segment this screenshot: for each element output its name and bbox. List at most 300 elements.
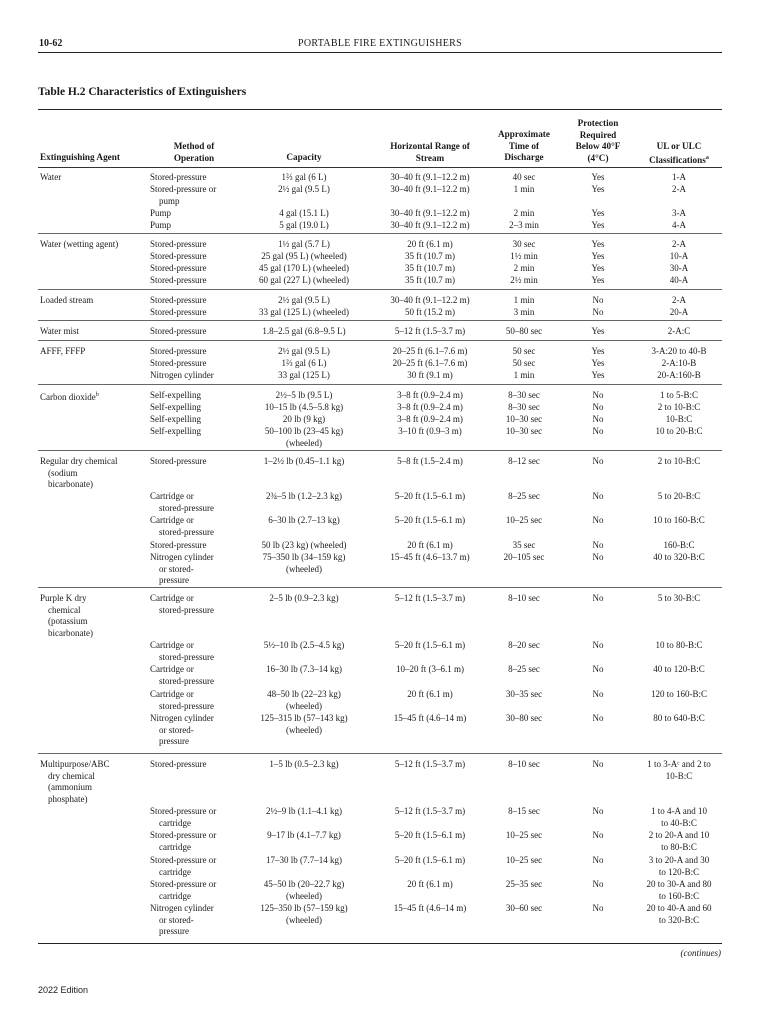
column-header-capacity: Capacity [286, 152, 322, 162]
range-cell-line: 3–8 ft (0.9–2.4 m) [397, 402, 463, 412]
classification-cell-line: 160-B:C [663, 540, 695, 550]
method-cell-line: or stored- [159, 914, 194, 925]
range-cell-line: 3–8 ft (0.9–2.4 m) [397, 414, 463, 424]
capacity-cell-line: 25 gal (95 L) (wheeled) [261, 251, 347, 261]
discharge-time-cell [494, 390, 554, 402]
column-header-time-line: Time of [508, 140, 540, 151]
range-cell [368, 806, 492, 818]
range-cell-line: 5–20 ft (1.5–6.1 m) [394, 640, 466, 650]
method-cell-line: stored-pressure [159, 651, 214, 662]
capacity-cell-line: 1⅔ gal (6 L) [281, 172, 327, 182]
capacity-cell [242, 208, 366, 220]
classification-cell-line: 5 to 30-B:C [657, 593, 701, 603]
method-cell-line: Stored-pressure [150, 346, 207, 356]
range-cell-line: 5–12 ft (1.5–3.7 m) [394, 806, 466, 816]
classification-cell [636, 295, 722, 307]
range-cell [368, 172, 492, 184]
discharge-time-cell [494, 295, 554, 307]
protection-cell-line: No [592, 414, 604, 424]
method-cell-line: stored-pressure [159, 700, 214, 711]
classification-cell [636, 806, 722, 829]
capacity-cell-line: 4 gal (15.1 L) [279, 208, 329, 218]
range-cell [368, 426, 492, 438]
classification-cell-line: 2 to 10-B:C [657, 402, 701, 412]
method-cell-line: Self-expelling [150, 390, 201, 400]
discharge-time-cell-line: 8–10 sec [508, 593, 540, 603]
method-cell [150, 640, 244, 663]
capacity-cell-line: (wheeled) [286, 890, 322, 901]
agent-name [40, 346, 144, 358]
capacity-cell-line: 48–50 lb (22–23 kg) [267, 689, 341, 699]
discharge-time-cell-line: 50 sec [512, 358, 536, 368]
range-cell-line: 5–12 ft (1.5–3.7 m) [394, 326, 466, 336]
discharge-time-cell [494, 251, 554, 263]
column-header-protection-line: Protection [577, 118, 619, 128]
classification-cell [636, 830, 722, 853]
capacity-cell [242, 879, 366, 902]
capacity-cell [242, 540, 366, 552]
agent-group [38, 233, 722, 285]
classification-cell-line: 10 to 160-B:C [653, 515, 705, 525]
agent-name [40, 172, 144, 184]
classification-cell-line: 10 to 20-B:C [655, 426, 703, 436]
range-cell-line: 5–12 ft (1.5–3.7 m) [394, 759, 466, 769]
protection-cell [562, 307, 634, 319]
agent-name-line: Water mist [40, 326, 80, 336]
range-cell [368, 346, 492, 358]
method-cell-line: Self-expelling [150, 414, 201, 424]
discharge-time-cell [494, 346, 554, 358]
capacity-cell [242, 426, 366, 449]
discharge-time-cell-line: 35 sec [512, 540, 536, 550]
capacity-cell [242, 515, 366, 527]
capacity-cell-line: 1.8–2.5 gal (6.8–9.5 L) [262, 326, 346, 336]
agent-name-line: Regular dry chemical [40, 456, 118, 466]
range-cell-line: 20 ft (6.1 m) [407, 239, 453, 249]
capacity-cell-line: 5 gal (19.0 L) [279, 220, 329, 230]
method-cell-line: Stored-pressure [150, 358, 207, 368]
column-header-classification-text: Classifications [649, 154, 706, 165]
protection-cell-line: No [592, 664, 604, 674]
range-cell-line: 50 ft (15.2 m) [405, 307, 455, 317]
classification-cell [636, 251, 722, 263]
protection-cell-line: Yes [591, 275, 605, 285]
agent-name-line: Water (wetting agent) [40, 239, 119, 249]
protection-cell-line: No [592, 759, 604, 769]
capacity-cell-line: 17–30 lb (7.7–14 kg) [266, 855, 342, 865]
classification-cell-line: 40 to 120-B:C [653, 664, 705, 674]
method-cell-line: Cartridge or [150, 593, 194, 603]
discharge-time-cell [494, 593, 554, 605]
discharge-time-cell-line: 8–12 sec [508, 456, 540, 466]
protection-cell-line: Yes [591, 370, 605, 380]
agent-name-line: (sodium [48, 467, 78, 478]
discharge-time-cell-line: 3 min [513, 307, 535, 317]
method-cell-line: Stored-pressure or [150, 184, 217, 194]
method-cell-line: Stored-pressure or [150, 830, 217, 840]
classification-cell [636, 515, 722, 527]
classification-cell-line: 5 to 20-B:C [657, 491, 701, 501]
column-header-agent: Extinguishing Agent [40, 152, 120, 162]
capacity-cell [242, 263, 366, 275]
discharge-time-cell [494, 326, 554, 338]
protection-cell [562, 855, 634, 867]
range-cell-line: 5–20 ft (1.5–6.1 m) [394, 855, 466, 865]
method-cell [150, 184, 244, 207]
agent-name [40, 759, 144, 805]
classification-cell [636, 263, 722, 275]
protection-cell-line: Yes [591, 346, 605, 356]
capacity-cell-line: 45 gal (170 L) (wheeled) [259, 263, 349, 273]
protection-cell [562, 263, 634, 275]
method-cell-line: Cartridge or [150, 515, 194, 525]
method-cell [150, 855, 244, 878]
method-cell [150, 426, 244, 438]
capacity-cell [242, 326, 366, 338]
protection-cell [562, 346, 634, 358]
method-cell [150, 491, 244, 514]
classification-cell [636, 879, 722, 902]
protection-cell-line: Yes [591, 184, 605, 194]
classification-cell-line: 1 to 4-A and 10 [651, 806, 707, 816]
method-cell-line: cartridge [159, 890, 191, 901]
range-cell [368, 552, 492, 564]
protection-cell-line: Yes [591, 326, 605, 336]
protection-cell-line: No [592, 879, 604, 889]
discharge-time-cell-line: 8–10 sec [508, 759, 540, 769]
range-cell [368, 208, 492, 220]
discharge-time-cell-line: 8–25 sec [508, 491, 540, 501]
capacity-cell [242, 390, 366, 402]
classification-cell-line: 80 to 640-B:C [653, 713, 705, 723]
protection-cell [562, 879, 634, 891]
protection-cell [562, 426, 634, 438]
protection-cell [562, 220, 634, 232]
discharge-time-cell-line: 8–20 sec [508, 640, 540, 650]
method-cell-line: stored-pressure [159, 675, 214, 686]
capacity-cell-line: 6–30 lb (2.7–13 kg) [268, 515, 340, 525]
discharge-time-cell-line: 2½ min [510, 275, 538, 285]
method-cell [150, 552, 244, 587]
method-cell-line: Stored-pressure [150, 239, 207, 249]
method-cell [150, 358, 244, 370]
discharge-time-cell [494, 879, 554, 891]
method-cell [150, 295, 244, 307]
range-cell-line: 30–40 ft (9.1–12.2 m) [390, 220, 470, 230]
method-cell [150, 275, 244, 287]
method-cell-line: Stored-pressure [150, 326, 207, 336]
range-cell-line: 30–40 ft (9.1–12.2 m) [390, 172, 470, 182]
capacity-cell-line: (wheeled) [286, 437, 322, 448]
capacity-cell [242, 251, 366, 263]
method-cell-line: Stored-pressure [150, 456, 207, 466]
protection-cell [562, 275, 634, 287]
classification-cell [636, 414, 722, 426]
classification-cell-line: 20 to 30-A and 80 [646, 879, 712, 889]
protection-cell-line: Yes [591, 239, 605, 249]
protection-cell-line: No [592, 456, 604, 466]
page-number: 10-62 [39, 38, 63, 49]
capacity-cell-line: 5½–10 lb (2.5–4.5 kg) [263, 640, 345, 650]
protection-cell-line: Yes [591, 251, 605, 261]
discharge-time-cell [494, 358, 554, 370]
method-cell-line: or stored- [159, 563, 194, 574]
protection-cell [562, 640, 634, 652]
capacity-cell-line: 60 gal (227 L) (wheeled) [259, 275, 349, 285]
protection-cell-line: Yes [591, 263, 605, 273]
column-header-protection-line: Below 40°F [575, 141, 621, 151]
discharge-time-cell [494, 713, 554, 725]
protection-cell-line: No [592, 593, 604, 603]
classification-cell-line: 30-A [669, 263, 689, 273]
discharge-time-cell-line: 8–25 sec [508, 664, 540, 674]
classification-cell-line: 2-A [672, 239, 686, 249]
capacity-cell-line: 125–350 lb (57–159 kg) [260, 903, 348, 913]
classification-cell [636, 402, 722, 414]
discharge-time-cell-line: 50 sec [512, 346, 536, 356]
protection-cell-line: No [592, 402, 604, 412]
agent-name-line: Purple K dry [40, 593, 87, 603]
method-cell-line: Cartridge or [150, 491, 194, 501]
classification-cell-line: 40-A [669, 275, 689, 285]
classification-cell [636, 491, 722, 503]
capacity-cell-line: 2½ gal (9.5 L) [278, 184, 330, 194]
capacity-cell-line: 2–5 lb (0.9–2.3 kg) [269, 593, 339, 603]
discharge-time-cell-line: 1 min [513, 295, 535, 305]
range-cell-line: 35 ft (10.7 m) [405, 275, 455, 285]
discharge-time-cell [494, 640, 554, 652]
classification-cell-line: to 320-B:C [658, 914, 700, 925]
discharge-time-cell-line: 1 min [513, 184, 535, 194]
table-title: Table H.2 Characteristics of Extinguishers [38, 86, 247, 98]
capacity-cell [242, 358, 366, 370]
classification-cell [636, 307, 722, 319]
method-cell [150, 879, 244, 902]
range-cell-line: 20–25 ft (6.1–7.6 m) [392, 346, 468, 356]
classification-cell-line: 20-A:160-B [657, 370, 701, 380]
classification-cell-line: 1 to 3-Aᶜ and 2 to [647, 759, 711, 769]
capacity-cell-line: (wheeled) [286, 700, 322, 711]
range-cell [368, 759, 492, 771]
classification-cell-line: to 120-B:C [658, 866, 700, 877]
method-cell-line: cartridge [159, 841, 191, 852]
capacity-cell [242, 689, 366, 712]
method-cell-line: Nitrogen cylinder [150, 552, 214, 562]
range-cell-line: 35 ft (10.7 m) [405, 263, 455, 273]
classification-cell-line: 1-A [672, 172, 686, 182]
protection-cell-line: Yes [591, 358, 605, 368]
capacity-cell [242, 184, 366, 196]
discharge-time-cell [494, 370, 554, 382]
method-cell [150, 172, 244, 184]
capacity-cell [242, 855, 366, 867]
method-cell [150, 239, 244, 251]
capacity-cell [242, 275, 366, 287]
discharge-time-cell [494, 307, 554, 319]
capacity-cell [242, 402, 366, 414]
method-cell [150, 390, 244, 402]
method-cell [150, 903, 244, 938]
classification-cell-line: 3 to 20-A and 30 [648, 855, 710, 865]
method-cell-line: Stored-pressure [150, 275, 207, 285]
range-cell [368, 855, 492, 867]
method-cell-line: Cartridge or [150, 664, 194, 674]
discharge-time-cell [494, 759, 554, 771]
protection-cell [562, 184, 634, 196]
protection-cell-line: Yes [591, 172, 605, 182]
range-cell [368, 491, 492, 503]
classification-cell [636, 358, 722, 370]
capacity-cell-line: 2½ gal (9.5 L) [278, 346, 330, 356]
capacity-cell [242, 239, 366, 251]
range-cell-line: 30–40 ft (9.1–12.2 m) [390, 295, 470, 305]
protection-cell-line: No [592, 713, 604, 723]
classification-cell-line: 10 to 80-B:C [655, 640, 703, 650]
capacity-cell [242, 456, 366, 468]
capacity-cell [242, 307, 366, 319]
discharge-time-cell [494, 830, 554, 842]
classification-cell [636, 903, 722, 926]
capacity-cell-line: 16–30 lb (7.3–14 kg) [266, 664, 342, 674]
agent-name-line: dry chemical [48, 770, 95, 781]
agent-group [38, 587, 722, 746]
agent-name-line: phosphate) [48, 793, 88, 804]
method-cell-line: Stored-pressure or [150, 806, 217, 816]
range-cell [368, 593, 492, 605]
method-cell-line: Cartridge or [150, 689, 194, 699]
capacity-cell [242, 172, 366, 184]
agent-name [40, 295, 144, 307]
agent-name-line: (ammonium [48, 782, 92, 792]
range-cell-line: 15–45 ft (4.6–13.7 m) [390, 552, 470, 562]
range-cell-line: 10–20 ft (3–6.1 m) [396, 664, 464, 674]
protection-cell [562, 552, 634, 564]
classification-cell-line: to 160-B:C [658, 890, 700, 901]
range-cell [368, 689, 492, 701]
agent-name-line: Water [40, 172, 62, 182]
range-cell [368, 903, 492, 915]
protection-cell [562, 689, 634, 701]
protection-cell [562, 326, 634, 338]
method-cell-line: Self-expelling [150, 402, 201, 412]
classification-cell-line: 2-A [672, 295, 686, 305]
method-cell [150, 713, 244, 748]
discharge-time-cell [494, 540, 554, 552]
capacity-cell-line: 50 lb (23 kg) (wheeled) [261, 540, 347, 550]
method-cell [150, 515, 244, 538]
discharge-time-cell-line: 8–15 sec [508, 806, 540, 816]
column-header-protection-line: Required [579, 129, 617, 140]
method-cell [150, 593, 244, 616]
method-cell-line: stored-pressure [159, 502, 214, 513]
discharge-time-cell [494, 239, 554, 251]
protection-cell [562, 540, 634, 552]
classification-cell-line: 10-B:C [665, 770, 693, 781]
discharge-time-cell-line: 10–25 sec [505, 515, 543, 525]
range-cell [368, 326, 492, 338]
protection-cell-line: No [592, 830, 604, 840]
protection-cell [562, 830, 634, 842]
column-header-range-line: Stream [415, 152, 445, 163]
agent-group [38, 450, 722, 585]
range-cell [368, 402, 492, 414]
classification-cell [636, 713, 722, 725]
method-cell [150, 806, 244, 829]
discharge-time-cell [494, 402, 554, 414]
classification-cell-line: 2-A:C [667, 326, 691, 336]
method-cell-line: Stored-pressure [150, 759, 207, 769]
capacity-cell-line: 1–5 lb (0.5–2.3 kg) [269, 759, 339, 769]
method-cell [150, 402, 244, 414]
range-cell [368, 456, 492, 468]
range-cell-line: 20 ft (6.1 m) [407, 879, 453, 889]
classification-cell [636, 552, 722, 564]
range-cell [368, 879, 492, 891]
classification-cell [636, 370, 722, 382]
classification-cell [636, 208, 722, 220]
capacity-cell-line: 10–15 lb (4.5–5.8 kg) [264, 402, 344, 412]
method-cell-line: pressure [159, 736, 189, 746]
method-cell [150, 346, 244, 358]
method-cell [150, 456, 244, 468]
protection-cell-line: No [592, 515, 604, 525]
discharge-time-cell [494, 664, 554, 676]
method-cell-line: stored-pressure [159, 526, 214, 537]
discharge-time-cell-line: 8–30 sec [508, 402, 540, 412]
protection-cell-line: No [592, 540, 604, 550]
protection-cell [562, 664, 634, 676]
classification-cell [636, 759, 722, 782]
protection-cell [562, 370, 634, 382]
discharge-time-cell-line: 10–25 sec [505, 830, 543, 840]
method-cell-line: Stored-pressure [150, 295, 207, 305]
discharge-time-cell-line: 50–80 sec [505, 326, 543, 336]
protection-cell [562, 390, 634, 402]
protection-cell-line: No [592, 640, 604, 650]
discharge-time-cell [494, 275, 554, 287]
discharge-time-cell-line: 30–60 sec [505, 903, 543, 913]
method-cell [150, 263, 244, 275]
discharge-time-cell [494, 184, 554, 196]
discharge-time-cell-line: 1 min [513, 370, 535, 380]
protection-cell [562, 806, 634, 818]
method-cell [150, 759, 244, 771]
capacity-cell [242, 664, 366, 676]
classification-cell-line: 3-A [672, 208, 686, 218]
protection-cell [562, 358, 634, 370]
range-cell [368, 239, 492, 251]
capacity-cell-line: 20 lb (9 kg) [282, 414, 326, 424]
method-cell-line: cartridge [159, 866, 191, 877]
capacity-cell-line: 33 gal (125 L) (wheeled) [259, 307, 349, 317]
capacity-cell [242, 759, 366, 771]
protection-cell-line: No [592, 689, 604, 699]
agent-name-line: AFFF, FFFP [40, 346, 86, 356]
classification-cell-line: 2-A:10-B [661, 358, 697, 368]
range-cell-line: 30–40 ft (9.1–12.2 m) [390, 208, 470, 218]
protection-cell-line: No [592, 307, 604, 317]
classification-cell-line: 3-A:20 to 40-B [651, 346, 707, 356]
classification-cell-line: to 40-B:C [661, 817, 697, 828]
capacity-cell-line: 50–100 lb (23–45 kg) [264, 426, 344, 436]
capacity-cell [242, 220, 366, 232]
range-cell-line: 20 ft (6.1 m) [407, 540, 453, 550]
discharge-time-cell [494, 208, 554, 220]
column-header-time-line: Approximate [498, 129, 550, 139]
discharge-time-cell [494, 806, 554, 818]
agent-name-line: Carbon dioxide$^b$ [40, 392, 99, 402]
protection-cell [562, 239, 634, 251]
